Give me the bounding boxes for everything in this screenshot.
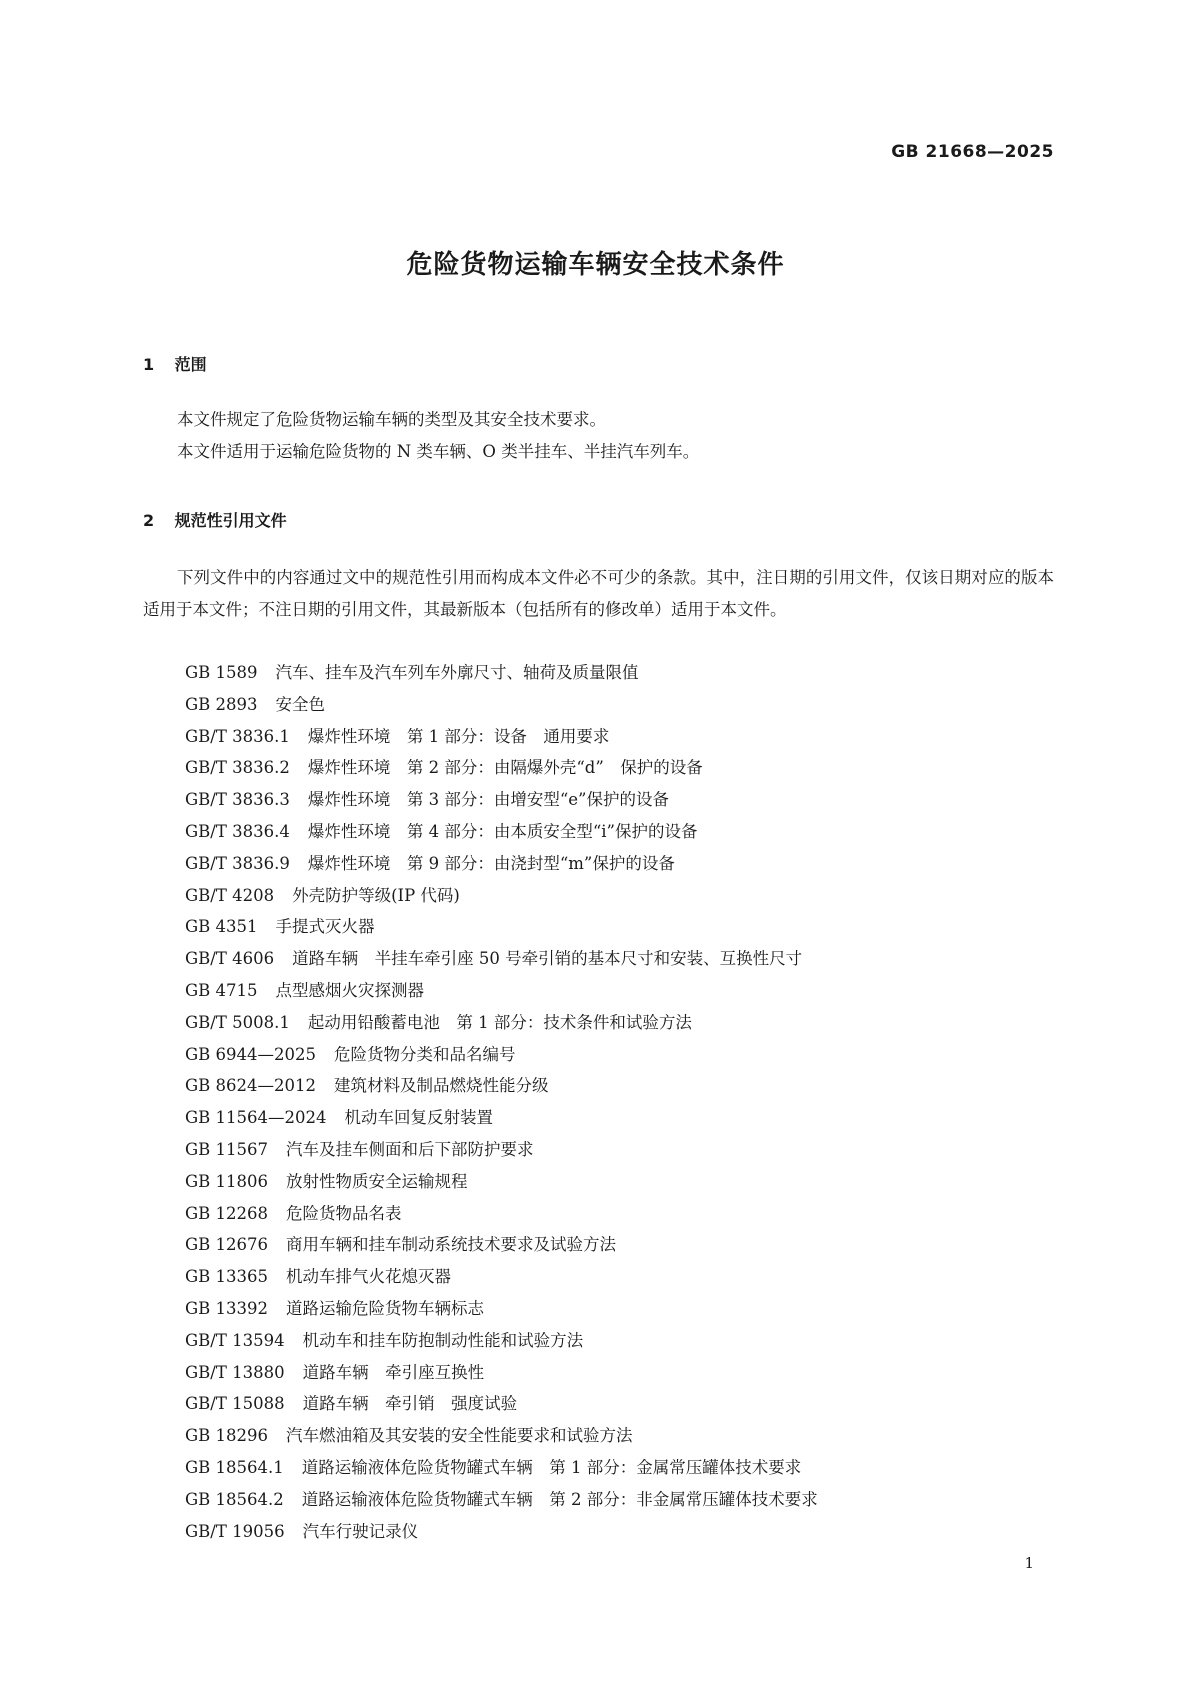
- reference-code: GB 11564—2024: [185, 1108, 327, 1128]
- reference-code: GB 12676: [185, 1235, 269, 1255]
- reference-code: GB/T 3836.4: [185, 821, 290, 841]
- reference-title: 道路运输液体危险货物罐式车辆 第 1 部分：金属常压罐体技术要求: [301, 1457, 802, 1477]
- reference-title: 汽车行驶记录仪: [302, 1521, 419, 1541]
- reference-item: [185, 689, 818, 721]
- reference-item: [185, 1070, 818, 1102]
- reference-item: [185, 975, 818, 1007]
- reference-code: GB/T 3836.3: [185, 790, 290, 810]
- reference-item: [185, 1261, 818, 1293]
- reference-title: 机动车排气火花熄灭器: [286, 1267, 452, 1287]
- reference-item: [185, 911, 818, 943]
- reference-title: 道路运输危险货物车辆标志: [286, 1298, 485, 1318]
- reference-title: 危险货物品名表: [286, 1203, 402, 1223]
- reference-code: GB/T 4606: [185, 949, 275, 969]
- reference-code: GB/T 3836.2: [185, 758, 290, 778]
- reference-item: [185, 1516, 818, 1548]
- reference-item: [185, 1484, 818, 1516]
- reference-code: GB 13392: [185, 1298, 269, 1318]
- reference-title: 安全色: [275, 694, 326, 714]
- reference-code: GB/T 15088: [185, 1394, 285, 1414]
- reference-code: GB 1589: [185, 663, 258, 682]
- reference-item: [185, 1134, 818, 1166]
- reference-title: 爆炸性环境 第 9 部分：由浇封型“m”保护的设备: [307, 853, 675, 873]
- reference-title: 建筑材料及制品燃烧性能分级: [334, 1076, 549, 1096]
- scope-paragraphs: [143, 404, 1054, 468]
- reference-code: GB 18296: [185, 1426, 269, 1446]
- reference-code: GB/T 13880: [185, 1362, 285, 1382]
- reference-item: [185, 1007, 818, 1039]
- reference-item: [185, 816, 818, 848]
- page-number: 1: [1024, 1554, 1034, 1572]
- reference-title: 爆炸性环境 第 4 部分：由本质安全型“i”保护的设备: [307, 821, 698, 841]
- reference-title: 汽车、挂车及汽车列车外廓尺寸、轴荷及质量限值: [275, 663, 639, 682]
- section-1-number: 1: [143, 355, 155, 374]
- reference-item: [185, 1388, 818, 1420]
- reference-code: GB 18564.2: [185, 1489, 284, 1509]
- reference-item: [185, 1325, 818, 1357]
- reference-code: GB 18564.1: [185, 1457, 284, 1477]
- standard-number: GB 21668—2025: [891, 142, 1054, 162]
- reference-item: [185, 1229, 818, 1261]
- section-2-heading: [143, 508, 287, 531]
- section-1-title: 范围: [174, 355, 207, 374]
- document-title: 危险货物运输车辆安全技术条件: [406, 250, 785, 280]
- reference-title: 商用车辆和挂车制动系统技术要求及试验方法: [286, 1235, 617, 1255]
- reference-title: 外壳防护等级(IP 代码): [292, 885, 460, 905]
- reference-item: [185, 1198, 818, 1230]
- reference-title: 起动用铅酸蓄电池 第 1 部分：技术条件和试验方法: [307, 1012, 692, 1032]
- scope-paragraph: 本文件规定了危险货物运输车辆的类型及其安全技术要求。: [177, 410, 606, 429]
- reference-code: GB/T 3836.9: [185, 853, 290, 873]
- reference-code: GB 12268: [185, 1203, 269, 1223]
- reference-title: 道路车辆 牵引销 强度试验: [302, 1394, 518, 1414]
- reference-code: GB 8624—2012: [185, 1076, 317, 1096]
- reference-code: GB 6944—2025: [185, 1044, 317, 1064]
- reference-title: 汽车燃油箱及其安装的安全性能要求和试验方法: [286, 1426, 633, 1446]
- reference-title: 放射性物质安全运输规程: [286, 1171, 468, 1191]
- reference-code: GB/T 4208: [185, 885, 275, 905]
- reference-title: 道路车辆 半挂车牵引座 50 号牵引销的基本尺寸和安装、互换性尺寸: [292, 949, 803, 969]
- reference-title: 点型感烟火灾探测器: [275, 980, 425, 1000]
- reference-item: [185, 1357, 818, 1389]
- reference-item: [185, 657, 818, 689]
- reference-item: [185, 752, 818, 784]
- reference-item: [185, 1039, 818, 1071]
- reference-code: GB 11806: [185, 1171, 269, 1191]
- references-intro: 下列文件中的内容通过文中的规范性引用而构成本文件必不可少的条款。其中，注日期的引用文件，仅该日期对应的版本适用于本文件；不注日期的引用文件，其最新版本（包括所有的修改单）适用于本文件。: [143, 568, 1054, 619]
- reference-code: GB 13365: [185, 1267, 269, 1287]
- reference-title: 爆炸性环境 第 2 部分：由隔爆外壳“d” 保护的设备: [307, 758, 703, 778]
- scope-paragraph: 本文件适用于运输危险货物的 N 类车辆、O 类半挂车、半挂汽车列车。: [177, 442, 700, 461]
- reference-item: [185, 943, 818, 975]
- reference-code: GB/T 13594: [185, 1330, 285, 1350]
- reference-title: 手提式灭火器: [275, 917, 375, 937]
- reference-item: [185, 721, 818, 753]
- reference-item: [185, 1420, 818, 1452]
- reference-code: GB/T 5008.1: [185, 1012, 290, 1032]
- reference-title: 爆炸性环境 第 3 部分：由增安型“e”保护的设备: [307, 790, 669, 810]
- reference-item: [185, 848, 818, 880]
- reference-title: 道路运输液体危险货物罐式车辆 第 2 部分：非金属常压罐体技术要求: [301, 1489, 818, 1509]
- reference-list: [185, 657, 818, 1547]
- reference-code: GB 11567: [185, 1139, 269, 1159]
- reference-item: [185, 1102, 818, 1134]
- reference-item: [185, 880, 818, 912]
- reference-title: 危险货物分类和品名编号: [334, 1044, 516, 1064]
- reference-title: 道路车辆 牵引座互换性: [302, 1362, 485, 1382]
- reference-item: [185, 1166, 818, 1198]
- reference-item: [185, 784, 818, 816]
- section-2-title: 规范性引用文件: [174, 511, 287, 530]
- reference-code: GB 4715: [185, 980, 258, 1000]
- section-2-number: 2: [143, 511, 155, 530]
- reference-title: 汽车及挂车侧面和后下部防护要求: [286, 1139, 534, 1159]
- reference-item: [185, 1452, 818, 1484]
- reference-code: GB 2893: [185, 694, 258, 714]
- reference-title: 机动车回复反射装置: [344, 1108, 494, 1128]
- reference-title: 机动车和挂车防抱制动性能和试验方法: [302, 1330, 584, 1350]
- section-1-heading: [143, 352, 207, 375]
- reference-title: 爆炸性环境 第 1 部分：设备 通用要求: [307, 726, 610, 746]
- reference-item: [185, 1293, 818, 1325]
- reference-code: GB 4351: [185, 917, 258, 937]
- reference-code: GB/T 19056: [185, 1521, 285, 1541]
- reference-code: GB/T 3836.1: [185, 726, 290, 746]
